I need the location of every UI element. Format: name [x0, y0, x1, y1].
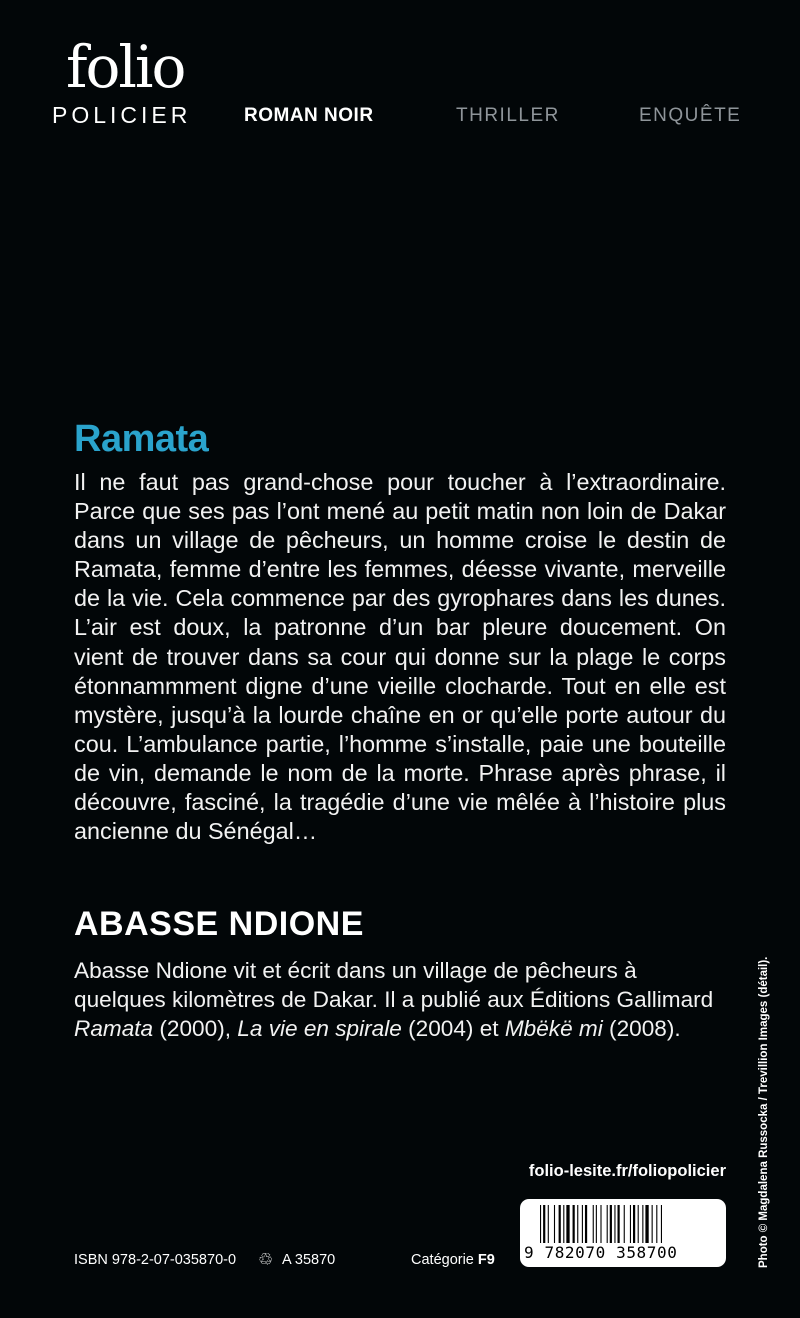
category-label: Catégorie [411, 1252, 478, 1268]
book-title: Ramata [74, 418, 209, 460]
barcode-bar [642, 1205, 643, 1243]
photo-credit: Photo © Magdalena Russocka / Trevillion Images (détail). [758, 956, 770, 1268]
bio-text: (2008). [602, 1016, 681, 1041]
barcode-bar [548, 1205, 549, 1243]
recycle-icon: ♲ [258, 1250, 274, 1269]
barcode-bar [610, 1205, 612, 1243]
barcode-bar [618, 1205, 620, 1243]
bio-text: Abasse Ndione vit et écrit dans un village de pêcheurs à quelques kilomètres de Dakar. Il a publié aux Éditions Gallimard [74, 958, 714, 1012]
work-title: Mbëkë mi [504, 1016, 603, 1041]
barcode-bar [596, 1205, 597, 1243]
barcode-bar [661, 1205, 662, 1243]
barcode-bar [656, 1205, 657, 1243]
book-summary: Il ne faut pas grand-chose pour toucher à l’extraordinaire. Parce que ses pas l’ont mené au petit matin non loin de Dakar dans un village de pêcheurs, un homme croise le destin de Ramata, femme d’entre les femmes, déesse vivante, merveille de la vie. Cela commence par des gyrophares dans les dunes. L’air est doux, la patronne d’un bar pleure doucement. On vient de trouver dans sa cour qui donne sur la plage le corps étonnammment digne d’une vieille clocharde. Tout en elle est mystère, jusqu’à la lourde chaîne en or qu’elle porte autour du cou. L’ambulance partie, l’homme s’installe, paie une bouteille de vin, demande le nom de la morte. Phrase après phrase, il découvre, fasciné, la tragédie d’une vie mêlée à l’histoire plus ancienne du Sénégal… [74, 469, 726, 845]
category-code: F9 [477, 1252, 495, 1268]
barcode-bar [585, 1205, 587, 1243]
barcode-bars [540, 1205, 710, 1243]
folio-logo: folio [66, 33, 185, 101]
barcode [520, 1199, 726, 1267]
barcode-bar [566, 1205, 569, 1243]
category [411, 1252, 495, 1268]
genre-thriller: THRILLER [456, 105, 560, 126]
stock-code: A 35870 [282, 1252, 336, 1268]
barcode-bar [633, 1205, 635, 1243]
author-name: ABASSE NDIONE [74, 905, 364, 943]
bio-text: (2004) et [401, 1016, 505, 1041]
barcode-bar [638, 1205, 639, 1243]
barcode-bar [593, 1205, 594, 1243]
genre-enquete: ENQUÊTE [639, 105, 742, 126]
barcode-bar [540, 1205, 541, 1243]
author-bio [74, 956, 729, 1043]
barcode-bar [582, 1205, 583, 1243]
barcode-digits: 9 782070 358700 [524, 1243, 678, 1262]
work-title: Ramata [74, 1016, 154, 1041]
barcode-bar [577, 1205, 578, 1243]
barcode-bar [645, 1205, 648, 1243]
collection-name: POLICIER [52, 102, 192, 128]
isbn: ISBN 978-2-07-035870-0 [74, 1252, 237, 1268]
barcode-bar [614, 1205, 615, 1243]
website-link[interactable]: folio-lesite.fr/foliopolicier [528, 1162, 726, 1180]
barcode-bar [563, 1205, 564, 1243]
bio-text: (2000), [153, 1016, 238, 1041]
barcode-bar [607, 1205, 608, 1243]
barcode-bar [624, 1205, 625, 1243]
genre-roman-noir: ROMAN NOIR [244, 105, 374, 126]
work-title: La vie en spirale [237, 1016, 402, 1041]
barcode-bar [559, 1205, 561, 1243]
barcode-bar [630, 1205, 631, 1243]
barcode-bar [554, 1205, 555, 1243]
barcode-bar [652, 1205, 653, 1243]
barcode-bar [573, 1205, 575, 1243]
barcode-bar [600, 1205, 601, 1243]
barcode-bar [543, 1205, 545, 1243]
